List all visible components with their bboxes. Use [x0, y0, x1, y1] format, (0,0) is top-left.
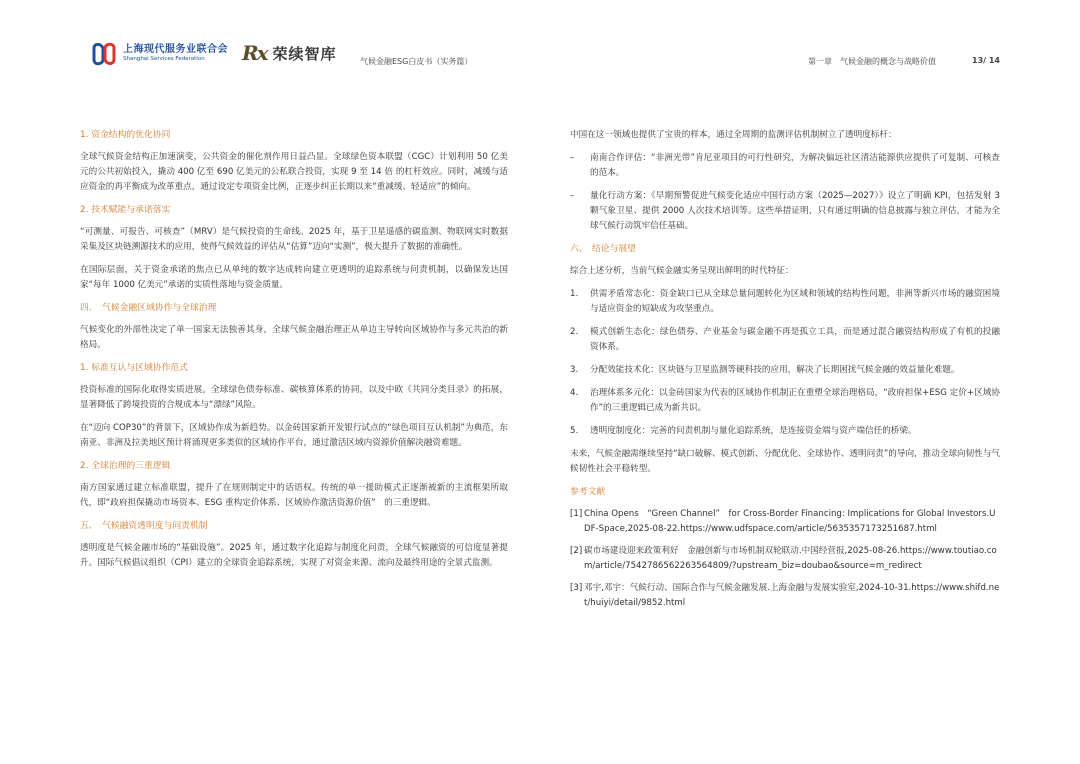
left-column [80, 128, 508, 579]
federation-name-cn: 上海现代服务业联合会 [123, 44, 228, 56]
reference-number: [2] [570, 546, 583, 556]
reference-number: [1] [570, 509, 583, 519]
reference-text: 邓宇,邓宇：气候行动、国际合作与气候金融发展.上海金融与发展实验室,2024-10-31.https://www.shifd.net/huiyi/detail/9852.html [584, 583, 1000, 608]
item-number: 2. [570, 327, 579, 337]
paragraph: 投资标准的国际化取得实质进展。全球绿色债券标准、碳核算体系的协同，以及中欧《共同分类目录》的拓展，显著降低了跨境投资的合规成本与“漂绿”风险。 [80, 385, 508, 410]
paragraph: 综合上述分析，当前气候金融实务呈现出鲜明的时代特征： [570, 266, 794, 276]
references-heading: 参考文献 [570, 487, 606, 497]
reference-item [570, 544, 1000, 574]
bullet-item [570, 151, 1000, 181]
paragraph: “可测量、可报告、可核查”（MRV）是气候投资的生命线。2025 年，基于卫星遥感的碳监测、物联网实时数据采集及区块链溯源技术的应用，使得气候效益的评估从“估算”迈向“实测”，极大提升了数据的准确性。 [80, 227, 508, 252]
brand-mark: Rx [242, 41, 267, 65]
paragraph: 中国在这一领域也提供了宝贵的样本，通过全周期的监测评估机制树立了透明度标杆： [570, 130, 897, 140]
brand-logo [242, 40, 337, 66]
reference-number: [3] [570, 583, 583, 593]
reference-item [570, 507, 1000, 537]
chapter-title: 第一章 气候金融的概念与战略价值 [808, 57, 936, 66]
item-text: 供需矛盾常态化：资金缺口已从全球总量问题转化为区域和领域的结构性问题，非洲等新兴市场的融资困境与适应资金的短缺成为攻坚重点。 [590, 289, 1000, 314]
bullet-item [570, 189, 1000, 234]
item-number: 3. [570, 365, 579, 375]
federation-name-en: Shanghai Services Federation [123, 56, 205, 63]
paragraph: 透明度是气候金融市场的“基础设施”。2025 年，通过数字化追踪与制度化问责，全球气候融资的可信度显著提升。国际气候倡议组织（CPI）建立的全球资金追踪系统，实现了对资金来源、流向及最终用途的全景式监测。 [80, 543, 508, 568]
chapter-heading: 六、 结论与展望 [570, 244, 636, 254]
bullet-marker: – [570, 191, 575, 201]
paragraph: 未来，气候金融需继续坚持“缺口破解、模式创新、分配优化、全球协作、透明问责”的导向，推动全球向韧性与气候韧性社会平稳转型。 [570, 449, 1001, 474]
bullet-marker: – [570, 153, 575, 163]
brand-name: 荣续智库 [272, 44, 337, 63]
paragraph: 在国际层面，关于资金承诺的焦点已从单纯的数字达成转向建立更透明的追踪系统与问责机制，以确保发达国家“每年 1000 亿美元”承诺的实质性落地与资金质量。 [80, 265, 508, 290]
numbered-item [570, 287, 1000, 317]
page-number: 13/ 14 [972, 56, 1000, 65]
paragraph: 南方国家通过建立标准联盟，提升了在规则制定中的话语权。传统的单一援助模式正逐渐被新的主流框架所取代，即“政府担保撬动市场资本、ESG 重构定价体系、区域协作激活资源价值” 的三重逻辑。 [80, 483, 508, 508]
reference-text: China Opens “Green Channel” for Cross-Border Financing: Implications for Global Investors.UDF-Space,2025-08-22.https://www.udfspace.com/article/5635357173251687.html [584, 509, 996, 534]
chapter-heading: 五、 气候融资透明度与问责机制 [80, 521, 208, 531]
page-header [0, 0, 1080, 90]
section-heading: 2. 技术赋能与承诺落实 [80, 205, 171, 215]
paragraph: 气候变化的外部性决定了单一国家无法独善其身，全球气候金融治理正从单边主导转向区域协作与多元共治的新格局。 [80, 325, 508, 350]
numbered-item [570, 325, 1000, 355]
item-number: 5. [570, 426, 579, 436]
section-heading: 2. 全球治理的三重逻辑 [80, 461, 171, 471]
item-text: 透明度制度化：完善的问责机制与量化追踪系统，是连接资金端与资产端信任的桥梁。 [590, 426, 917, 436]
item-text: 模式创新生态化：绿色债券、产业基金与碳金融不再是孤立工具，而是通过混合融资结构形成了有机的投融资体系。 [590, 327, 1000, 352]
numbered-item [570, 363, 1000, 378]
item-text: 分配效能技术化：区块链与卫星监测等硬科技的应用，解决了长期困扰气候金融的效益量化难题。 [590, 365, 960, 375]
item-text: 治理体系多元化：以金砖国家为代表的区域协作机制正在重塑全球治理格局，“政府担保+ESG 定价+区域协作”的三重逻辑已成为新共识。 [590, 388, 1000, 413]
section-heading: 1. 标准互认与区域协作范式 [80, 363, 188, 373]
reference-item [570, 581, 1000, 611]
chapter-heading: 四、 气候金融区域协作与全球治理 [80, 303, 217, 313]
paragraph: 在“迈向 COP30”的背景下，区域协作成为新趋势。以金砖国家新开发银行试点的“绿色项目互认机制”为典范，东南亚、非洲及拉美地区预计将涌现更多类似的区域协作平台，通过激活区域内资源价值解决融资难题。 [80, 423, 508, 448]
document-title: 气候金融ESG白皮书（实务篇） [360, 57, 473, 66]
paragraph: 全球气候资金结构正加速演变，公共资金的催化剂作用日益凸显。全球绿色资本联盟（CGC）计划利用 50 亿美元的公共初始投入，撬动 400 亿至 690 亿美元的公私联合投资，实现 9 至 14 倍 的杠杆效应。同时，减缓与适应资金的再平衡成为改革重点，通过设定专项资金比例，正逐步纠正长期以来“重减缓、轻适应”的倾向。 [80, 152, 508, 192]
reference-text: 碳市场建设迎来政策利好 金融创新与市场机制双轮联动.中国经营报,2025-08-26.https://www.toutiao.com/article/7542786562263564809/?upstream_biz=doubao&source=m_redirect [584, 546, 997, 571]
numbered-item [570, 386, 1000, 416]
bullet-text: 南南合作评估：“非洲光带”肯尼亚项目的可行性研究，为解决偏远社区清洁能源供应提供了可复制、可核查的范本。 [590, 153, 1000, 178]
item-number: 1. [570, 289, 579, 299]
federation-logo [90, 40, 240, 68]
section-heading: 1. 资金结构的优化协同 [80, 130, 171, 140]
bullet-text: 量化行动方案：《早期预警促进气候变化适应中国行动方案（2025—2027）》设立了明确 KPI，包括发射 3 颗气象卫星、提供 2000 人次技术培训等。这些举措证明，只有通过明确的信息披露与独立评估，才能为全球气候行动筑牢信任基础。 [590, 191, 1000, 231]
federation-emblem-icon [90, 42, 118, 66]
right-column [570, 128, 1000, 618]
item-number: 4. [570, 388, 579, 398]
numbered-item [570, 424, 1000, 439]
